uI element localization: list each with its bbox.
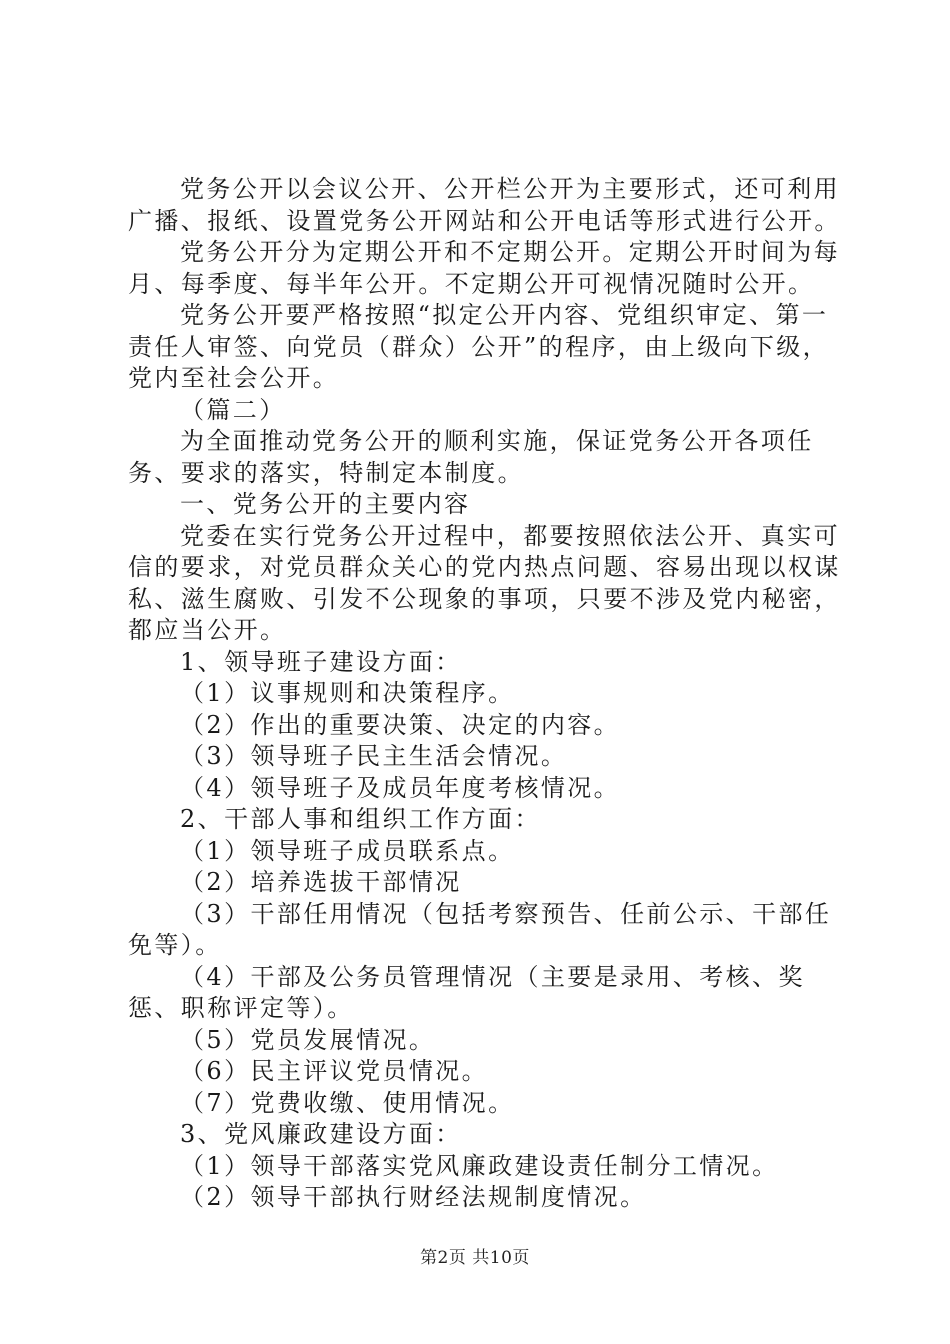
list-item: （2）领导干部执行财经法规制度情况。 <box>180 1183 647 1211</box>
list-item: （1）领导班子成员联系点。 <box>180 836 515 865</box>
list-item: （3）干部任用情况（包括考察预告、任前公示、干部任免等）。 <box>128 899 832 959</box>
list-item: （3）领导班子民主生活会情况。 <box>180 742 568 770</box>
list-heading: 2、干部人事和组织工作方面： <box>180 805 541 833</box>
paragraph: 为全面推动党务公开的顺利实施，保证党务公开各项任务、要求的落实，特制定本制度。 <box>128 427 814 487</box>
paragraph: 党务公开以会议公开、公开栏公开为主要形式，还可利用广播、报纸、设置党务公开网站和公开电话等形式进行公开。 <box>128 175 841 235</box>
section-heading: 一、党务公开的主要内容 <box>180 490 471 518</box>
list-heading: 1、领导班子建设方面： <box>180 647 462 676</box>
list-item: （2）作出的重要决策、决定的内容。 <box>180 710 621 739</box>
list-item: （1）领导干部落实党风廉政建设责任制分工情况。 <box>180 1151 779 1180</box>
page-number: 第2页 共10页 <box>420 1248 530 1268</box>
list-heading: 3、党风廉政建设方面： <box>180 1120 462 1148</box>
paragraph: 党务公开分为定期公开和不定期公开。定期公开时间为每月、每季度、每半年公开。不定期公开可视情况随时公开。 <box>128 238 840 298</box>
section-heading: （篇二） <box>180 395 286 424</box>
paragraph: 党委在实行党务公开过程中，都要按照依法公开、真实可信的要求，对党员群众关心的党内热点问题、容易出现以权谋私、滋生腐败、引发不公现象的事项，只要不涉及党内秘密，都应当公开。 <box>128 521 841 644</box>
list-item: （1）议事规则和决策程序。 <box>180 679 515 707</box>
list-item: （4）领导班子及成员年度考核情况。 <box>180 773 621 802</box>
document-body <box>128 174 848 1214</box>
list-item: （4）干部及公务员管理情况（主要是录用、考核、奖惩、职称评定等）。 <box>128 962 805 1022</box>
list-item: （2）培养选拔干部情况 <box>180 868 462 896</box>
list-item: （6）民主评议党员情况。 <box>180 1057 489 1085</box>
page-footer <box>0 1243 950 1268</box>
list-item: （5）党员发展情况。 <box>180 1025 436 1054</box>
list-item: （7）党费收缴、使用情况。 <box>180 1088 515 1117</box>
paragraph: 党务公开要严格按照“拟定公开内容、党组织审定、第一责任人审签、向党员（群众）公开”的程序，由上级向下级，党内至社会公开。 <box>128 301 830 392</box>
